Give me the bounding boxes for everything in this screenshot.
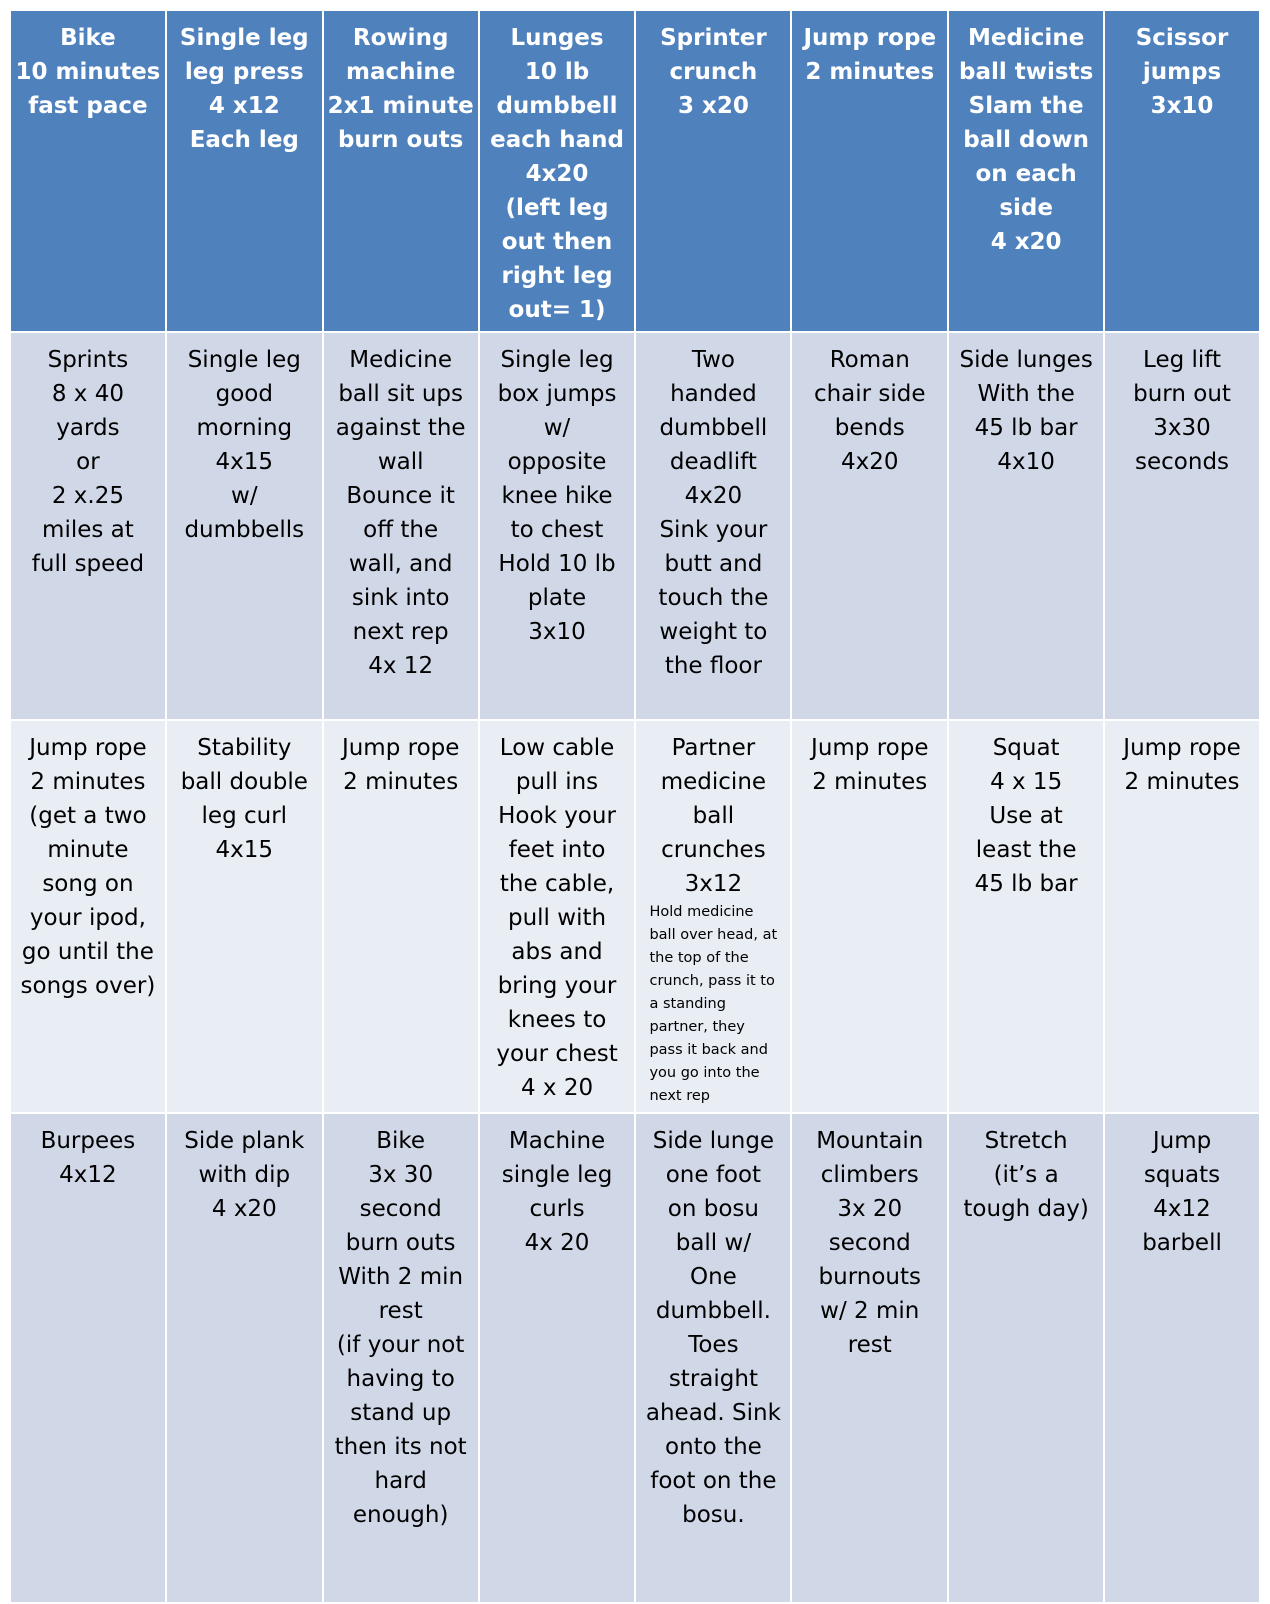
cell-text-line: 45 lb bar: [974, 415, 1078, 441]
cell-text-line: ball down: [963, 127, 1089, 153]
cell-text-line: Toes: [688, 1332, 739, 1358]
table-cell: [948, 720, 1104, 1113]
cell-text-line: Side lunge: [652, 1128, 775, 1154]
cell-text-line: (if your not: [336, 1332, 465, 1358]
cell-text-line: 2 x.25: [51, 483, 124, 509]
cell-text-line: second: [359, 1196, 442, 1222]
cell-text-line: to chest: [510, 517, 604, 543]
cell-text-line: 10 lb: [524, 59, 590, 85]
cell-text-line: squats: [1143, 1162, 1221, 1188]
table-row: [10, 332, 1260, 720]
cell-text-line: 2x1 minute: [327, 93, 474, 119]
cell-text-line: ball: [692, 803, 735, 829]
cell-text-line: ball sit ups: [338, 381, 463, 407]
cell-text-line: Single leg: [179, 25, 309, 51]
cell-text-line: having to: [346, 1366, 455, 1392]
header-row: [10, 10, 1260, 332]
cell-text-line: out then: [501, 229, 613, 255]
cell-text-line: opposite: [507, 449, 607, 475]
cell-text-line: the floor: [664, 653, 762, 679]
cell-text-line: Jump rope: [1123, 735, 1241, 761]
cell-text-line: Single leg: [187, 347, 301, 373]
table-cell: [948, 332, 1104, 720]
cell-text-line: Bike: [60, 25, 116, 51]
table-cell: [166, 1113, 323, 1603]
cell-text-line: Sprinter: [660, 25, 767, 51]
cell-text-line: Jump rope: [811, 735, 929, 761]
cell-text-line: ahead. Sink: [645, 1400, 781, 1426]
cell-text-line: full speed: [31, 551, 145, 577]
header-cell: [948, 10, 1104, 332]
cell-text-line: Medicine: [349, 347, 453, 373]
cell-text-line: on each: [975, 161, 1077, 187]
cell-text-line: fast pace: [28, 93, 148, 119]
cell-text-line: w/: [543, 415, 571, 441]
table-cell: [479, 332, 636, 720]
header-cell: [479, 10, 636, 332]
cell-text-line: With the: [977, 381, 1075, 407]
cell-text-line: 4x20: [525, 161, 589, 187]
cell-text-line: Single leg: [500, 347, 614, 373]
cell-text-line: right leg: [501, 263, 613, 289]
cell-text-line: Jump rope: [803, 25, 937, 51]
cell-text-line: foot on the: [650, 1468, 777, 1494]
cell-text-line: dumbbells: [184, 517, 305, 543]
cell-text-line: minute: [47, 837, 129, 863]
cell-text-line: chair side: [813, 381, 926, 407]
cell-text-line: each hand: [490, 127, 624, 153]
cell-text-line: enough): [352, 1502, 449, 1528]
cell-text-line: burn outs: [337, 127, 464, 153]
cell-text-line: next rep: [352, 619, 449, 645]
cell-text-line: rest: [847, 1332, 892, 1358]
cell-text-line: plate: [527, 585, 587, 611]
cell-text-line: Low cable: [499, 735, 615, 761]
cell-text-line: 4x 12: [368, 653, 434, 679]
table-cell: [791, 720, 948, 1113]
cell-text-line: morning: [196, 415, 293, 441]
cell-text-line: tough day): [963, 1196, 1089, 1222]
header-cell: [10, 10, 166, 332]
header-cell: [635, 10, 791, 332]
cell-text-line: sink into: [351, 585, 450, 611]
cell-text-line: least the: [975, 837, 1077, 863]
table-cell: [1104, 720, 1260, 1113]
cell-text-line: miles at: [42, 517, 134, 543]
cell-text-line: weight to: [659, 619, 768, 645]
cell-text-line: bosu.: [682, 1502, 745, 1528]
cell-text-line: 8 x 40: [51, 381, 124, 407]
header-cell: [323, 10, 479, 332]
table-cell: [791, 332, 948, 720]
cell-text-line: Jump rope: [29, 735, 147, 761]
cell-text-line: 4 x20: [990, 229, 1062, 255]
cell-text-line: seconds: [1135, 449, 1230, 475]
header-cell: [1104, 10, 1260, 332]
cell-text-line: handed: [670, 381, 757, 407]
table-cell: [1104, 332, 1260, 720]
cell-text-line: ball double: [180, 769, 308, 795]
cell-text-line: 2 minutes: [812, 769, 928, 795]
table-cell: [166, 332, 323, 720]
cell-text-line: 4x12: [59, 1162, 117, 1188]
cell-text-line: Leg lift: [1143, 347, 1222, 373]
cell-text-line: butt and: [664, 551, 763, 577]
cell-text-line: box jumps: [497, 381, 617, 407]
cell-text-line: burnouts: [818, 1264, 921, 1290]
table-row: [10, 1113, 1260, 1603]
cell-text-line: ball w/: [675, 1230, 752, 1256]
cell-text-line: onto the: [665, 1434, 762, 1460]
cell-text-line: Squat: [992, 735, 1060, 761]
cell-text-line: 4x 20: [524, 1230, 590, 1256]
cell-text-line: With 2 min: [338, 1264, 464, 1290]
cell-text-line: side: [999, 195, 1053, 221]
table-row: [10, 720, 1260, 1113]
cell-text-line: Two: [691, 347, 735, 373]
cell-text-line: 3x 20: [837, 1196, 903, 1222]
cell-text-line: 2 minutes: [805, 59, 935, 85]
workout-table: [9, 9, 1261, 1604]
cell-text-line: Jump rope: [341, 735, 460, 761]
table-cell: [323, 720, 479, 1113]
cell-text-line: 3x10: [528, 619, 586, 645]
cell-text-line: Sink your: [659, 517, 768, 543]
cell-text-line: touch the: [658, 585, 769, 611]
cell-text-line: or: [76, 449, 100, 475]
cell-text-line: 2 minutes: [30, 769, 146, 795]
cell-text-line: hard: [374, 1468, 427, 1494]
cell-text-line: pull with: [507, 905, 607, 931]
cell-text-line: (it’s a: [993, 1162, 1059, 1188]
cell-text-line: Stretch: [984, 1128, 1068, 1154]
cell-text-line: abs and: [511, 939, 603, 965]
exercise-note: Hold medicine ball over head, at the top of the crunch, pass it to a standing partner, they pass it back and you go into the next rep: [649, 904, 778, 1104]
cell-text-line: Each leg: [189, 127, 299, 153]
table-cell: [635, 720, 791, 1113]
cell-text-line: Mountain: [816, 1128, 924, 1154]
cell-text-line: burn outs: [345, 1230, 456, 1256]
cell-text-line: medicine: [660, 769, 767, 795]
cell-text-line: single leg: [501, 1162, 613, 1188]
cell-text-line: Side lunges: [959, 347, 1093, 373]
cell-text-line: your chest: [496, 1041, 618, 1067]
cell-text-line: Medicine: [967, 25, 1085, 51]
cell-text-line: 10 minutes: [15, 59, 161, 85]
cell-text-line: stand up: [350, 1400, 452, 1426]
cell-text-line: jumps: [1142, 59, 1222, 85]
cell-text-line: on bosu: [667, 1196, 759, 1222]
cell-text-line: 3x12: [684, 871, 743, 897]
cell-text-line: ball twists: [959, 59, 1094, 85]
cell-text-line: deadlift: [669, 449, 757, 475]
cell-text-line: leg curl: [201, 803, 288, 829]
cell-text-line: 4 x 15: [990, 769, 1063, 795]
cell-text-line: knee hike: [501, 483, 613, 509]
cell-text-line: good: [215, 381, 273, 407]
cell-text-line: Roman: [829, 347, 910, 373]
cell-text-line: 3x30: [1153, 415, 1211, 441]
cell-text-line: 4x20: [684, 483, 743, 509]
cell-text-line: out= 1): [508, 297, 606, 323]
header-cell: [166, 10, 323, 332]
cell-text-line: 3x10: [1150, 93, 1214, 119]
cell-text-line: Hold 10 lb: [498, 551, 616, 577]
cell-text-line: 45 lb bar: [974, 871, 1078, 897]
cell-text-line: dumbbell: [496, 93, 618, 119]
cell-text-line: Bike: [376, 1128, 426, 1154]
cell-text-line: (left leg: [505, 195, 609, 221]
cell-text-line: one foot: [665, 1162, 762, 1188]
cell-text-line: 3x 30: [368, 1162, 434, 1188]
cell-text-line: Scissor: [1135, 25, 1229, 51]
cell-text-line: w/ 2 min: [820, 1298, 920, 1324]
cell-text-line: Hook your: [498, 803, 616, 829]
cell-text-line: off the: [363, 517, 439, 543]
cell-text-line: w/: [231, 483, 258, 509]
cell-text-line: rest: [378, 1298, 423, 1324]
cell-text-line: Rowing: [352, 25, 449, 51]
table-cell: [791, 1113, 948, 1603]
table-cell: [479, 1113, 636, 1603]
cell-text-line: song on: [42, 871, 134, 897]
cell-text-line: Machine: [508, 1128, 606, 1154]
cell-text-line: 4 x20: [211, 1196, 277, 1222]
cell-text-line: feet into: [508, 837, 606, 863]
cell-text-line: barbell: [1142, 1230, 1222, 1256]
cell-text-line: Use at: [989, 803, 1063, 829]
table-cell: [166, 720, 323, 1113]
cell-text-line: second: [828, 1230, 911, 1256]
cell-text-line: (get a two: [29, 803, 147, 829]
cell-text-line: Bounce it: [346, 483, 455, 509]
cell-text-line: pull ins: [515, 769, 599, 795]
cell-text-line: then its not: [334, 1434, 467, 1460]
cell-text-line: dumbbell.: [655, 1298, 771, 1324]
cell-text-line: 2 minutes: [1124, 769, 1240, 795]
cell-text-line: Jump: [1152, 1128, 1212, 1154]
cell-text-line: knees to: [507, 1007, 607, 1033]
cell-text-line: burn out: [1133, 381, 1231, 407]
cell-text-line: 4x20: [841, 449, 899, 475]
cell-text-line: wall: [377, 449, 424, 475]
cell-text-line: 4x10: [997, 449, 1055, 475]
cell-text-line: 2 minutes: [343, 769, 459, 795]
cell-text-line: dumbbell: [659, 415, 768, 441]
cell-text-line: 4x15: [215, 837, 274, 863]
cell-text-line: Stability: [197, 735, 292, 761]
cell-text-line: One: [689, 1264, 737, 1290]
cell-text-line: bends: [834, 415, 905, 441]
cell-text-line: yards: [56, 415, 120, 441]
table-cell: [635, 1113, 791, 1603]
cell-text-line: 3 x20: [677, 93, 749, 119]
cell-text-line: Burpees: [40, 1128, 136, 1154]
table-cell: [948, 1113, 1104, 1603]
table-cell: [323, 332, 479, 720]
cell-text-line: your ipod,: [29, 905, 146, 931]
cell-text-line: go until the: [21, 939, 154, 965]
table-cell: [10, 720, 166, 1113]
cell-text-line: curls: [529, 1196, 585, 1222]
cell-text-line: Slam the: [968, 93, 1084, 119]
cell-text-line: 4 x12: [208, 93, 280, 119]
cell-text-line: against the: [335, 415, 466, 441]
table-cell: [10, 332, 166, 720]
cell-text-line: 4x15: [215, 449, 274, 475]
cell-text-line: Lunges: [510, 25, 604, 51]
cell-text-line: machine: [345, 59, 456, 85]
table-cell: [635, 332, 791, 720]
cell-text-line: with dip: [198, 1162, 291, 1188]
cell-text-line: crunch: [669, 59, 758, 85]
table-cell: [10, 1113, 166, 1603]
cell-text-line: songs over): [20, 973, 156, 999]
cell-text-line: 4 x 20: [520, 1075, 594, 1101]
cell-text-line: climbers: [820, 1162, 919, 1188]
table-cell: [323, 1113, 479, 1603]
cell-text-line: crunches: [661, 837, 766, 863]
header-cell: [791, 10, 948, 332]
cell-text-line: straight: [668, 1366, 758, 1392]
cell-text-line: Side plank: [184, 1128, 305, 1154]
table-cell: [1104, 1113, 1260, 1603]
cell-text-line: leg press: [184, 59, 304, 85]
cell-text-line: Sprints: [47, 347, 129, 373]
table-cell: [479, 720, 636, 1113]
cell-text-line: 4x12: [1153, 1196, 1211, 1222]
cell-text-line: wall, and: [348, 551, 453, 577]
cell-text-line: Partner: [671, 735, 756, 761]
cell-text-line: the cable,: [499, 871, 615, 897]
cell-text-line: bring your: [497, 973, 617, 999]
